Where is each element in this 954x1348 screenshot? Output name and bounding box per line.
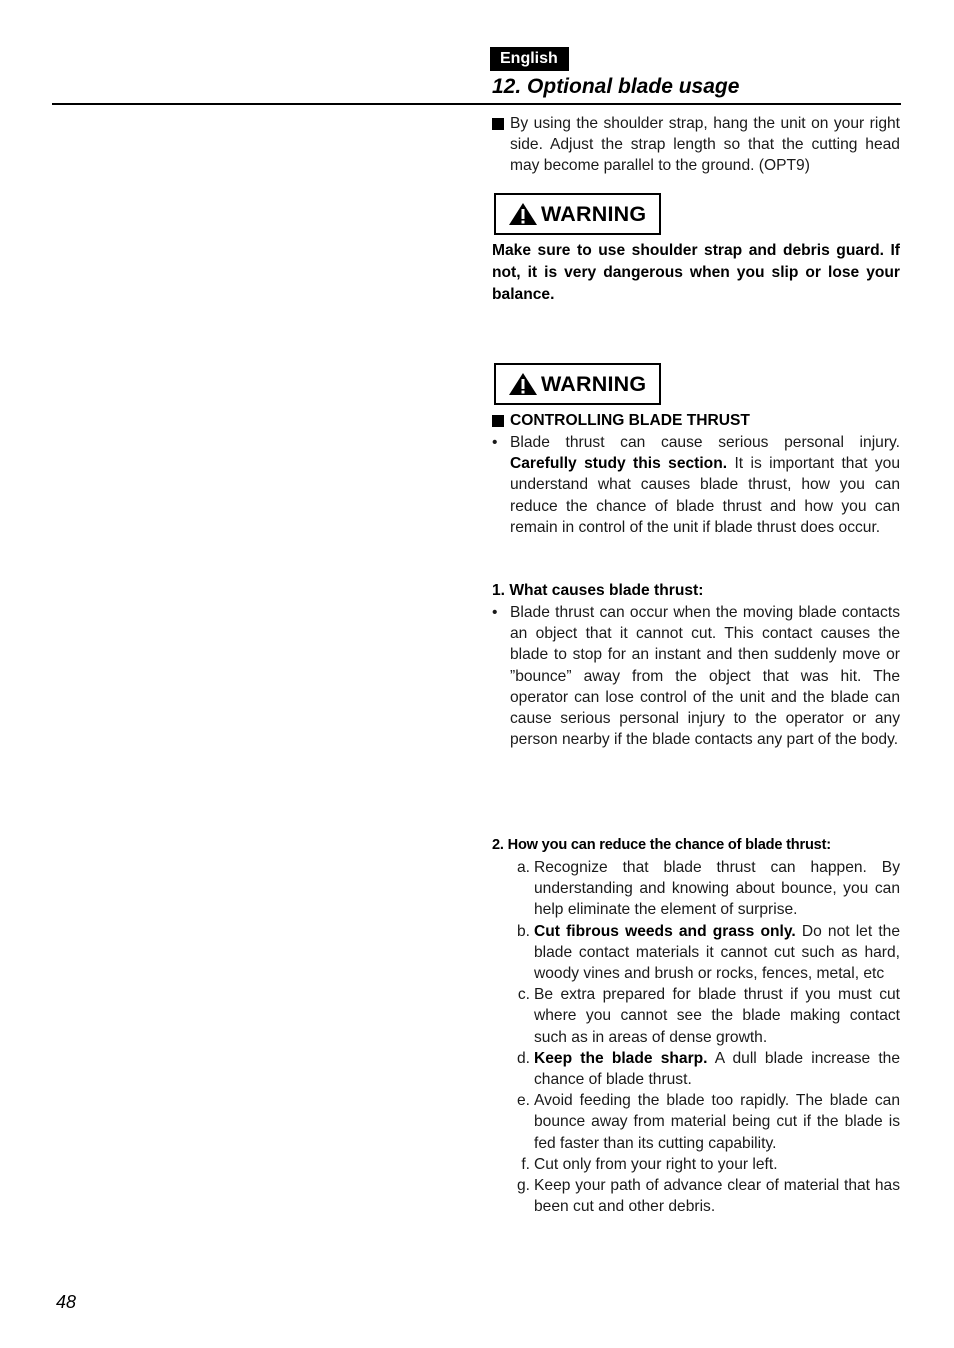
square-bullet-icon [492,113,504,136]
list-item [508,1154,900,1175]
list-item-label: a. [516,859,530,876]
section-1-text: Blade thrust can occur when the moving blade contacts an object that it cannot cut. This contact causes the blade to stop for an instant and then suddenly move or ”bounce” away from the object that was hit. The operator can lose control of the unit and the blade can cause serious personal injury to the operator or any person nearby if the blade contacts any part of the body. [510,604,900,749]
list-item-bold: Keep the blade sharp. [534,1049,708,1067]
list-item [508,1175,900,1217]
list-item-text: Do not let the blade contact materials it cannot cut such as hard, woody vines and brush or rocks, fences, metal, etc [534,922,900,983]
warning-box-1 [494,193,661,235]
list-item [508,1048,900,1090]
section-2-list [508,857,900,1217]
language-tag: English [490,47,569,71]
warning-label: WARNING [541,371,647,396]
list-item-label: g. [516,1177,530,1195]
section-2-heading: 2. How you can reduce the chance of blade thrust: [492,837,831,853]
warning-box-2 [494,363,661,405]
list-item-text: Recognize that blade thrust can happen. By understanding and knowing about bounce, you can help eliminate the element of surprise. [534,859,900,919]
list-item-text: A dull blade increase the chance of blade thrust. [534,1049,901,1089]
strap-instruction-text: By using the shoulder strap, hang the unit on your right side. Adjust the strap length so that the cutting head may become parallel to the ground. (OPT9) [510,115,900,175]
controlling-heading-text: CONTROLLING BLADE THRUST [510,412,750,429]
warning-label: WARNING [541,201,647,226]
section-1-heading: 1. What causes blade thrust: [492,582,704,599]
section-title: 12. Optional blade usage [492,75,740,98]
page-number: 48 [56,1292,77,1312]
list-item [508,1090,900,1154]
list-item [508,984,900,1048]
section-1-bullet [492,602,900,750]
list-item-label: f. [521,1155,530,1173]
dot-bullet-icon: • [492,434,498,451]
bullet-bold: Carefully study this section. [510,455,728,473]
strap-instruction [492,113,900,177]
list-item [508,857,900,921]
square-bullet-icon [492,410,504,433]
header-rule [52,103,901,105]
list-item-label: e. [516,1092,530,1110]
list-item-text: Cut only from your right to your left. [534,1155,778,1173]
list-item [508,921,900,985]
dot-bullet-icon: • [492,604,498,621]
list-item-label: b. [516,922,530,940]
list-item-label: d. [516,1049,530,1067]
controlling-blade-thrust-heading [492,410,900,431]
blade-thrust-bullet-text [510,432,900,538]
warning-1-text: Make sure to use shoulder strap and debris guard. If not, it is very dangerous when you slip or lose your balance. [492,242,900,303]
list-item-text: Keep your path of advance clear of material that has been cut and other debris. [534,1177,900,1216]
list-item-label: c. [517,986,530,1004]
bullet-lead: Blade thrust can cause serious personal injury. [510,434,900,451]
blade-thrust-bullet [492,432,900,538]
list-item-text: Be extra prepared for blade thrust if you must cut where you cannot see the blade making contact such as in areas of dense growth. [534,986,900,1046]
warning-triangle-icon [508,372,538,396]
list-item-text: Avoid feeding the blade too rapidly. The blade can bounce away from material being cut if the blade is fed faster than its cutting capability. [534,1092,900,1152]
bullet-rest: It is important that you understand what causes blade thrust, how you can reduce the chance of blade thrust and how you can remain in control of the unit if blade thrust does occur. [510,455,900,536]
warning-triangle-icon [508,202,538,226]
list-item-bold: Cut fibrous weeds and grass only. [534,922,796,940]
